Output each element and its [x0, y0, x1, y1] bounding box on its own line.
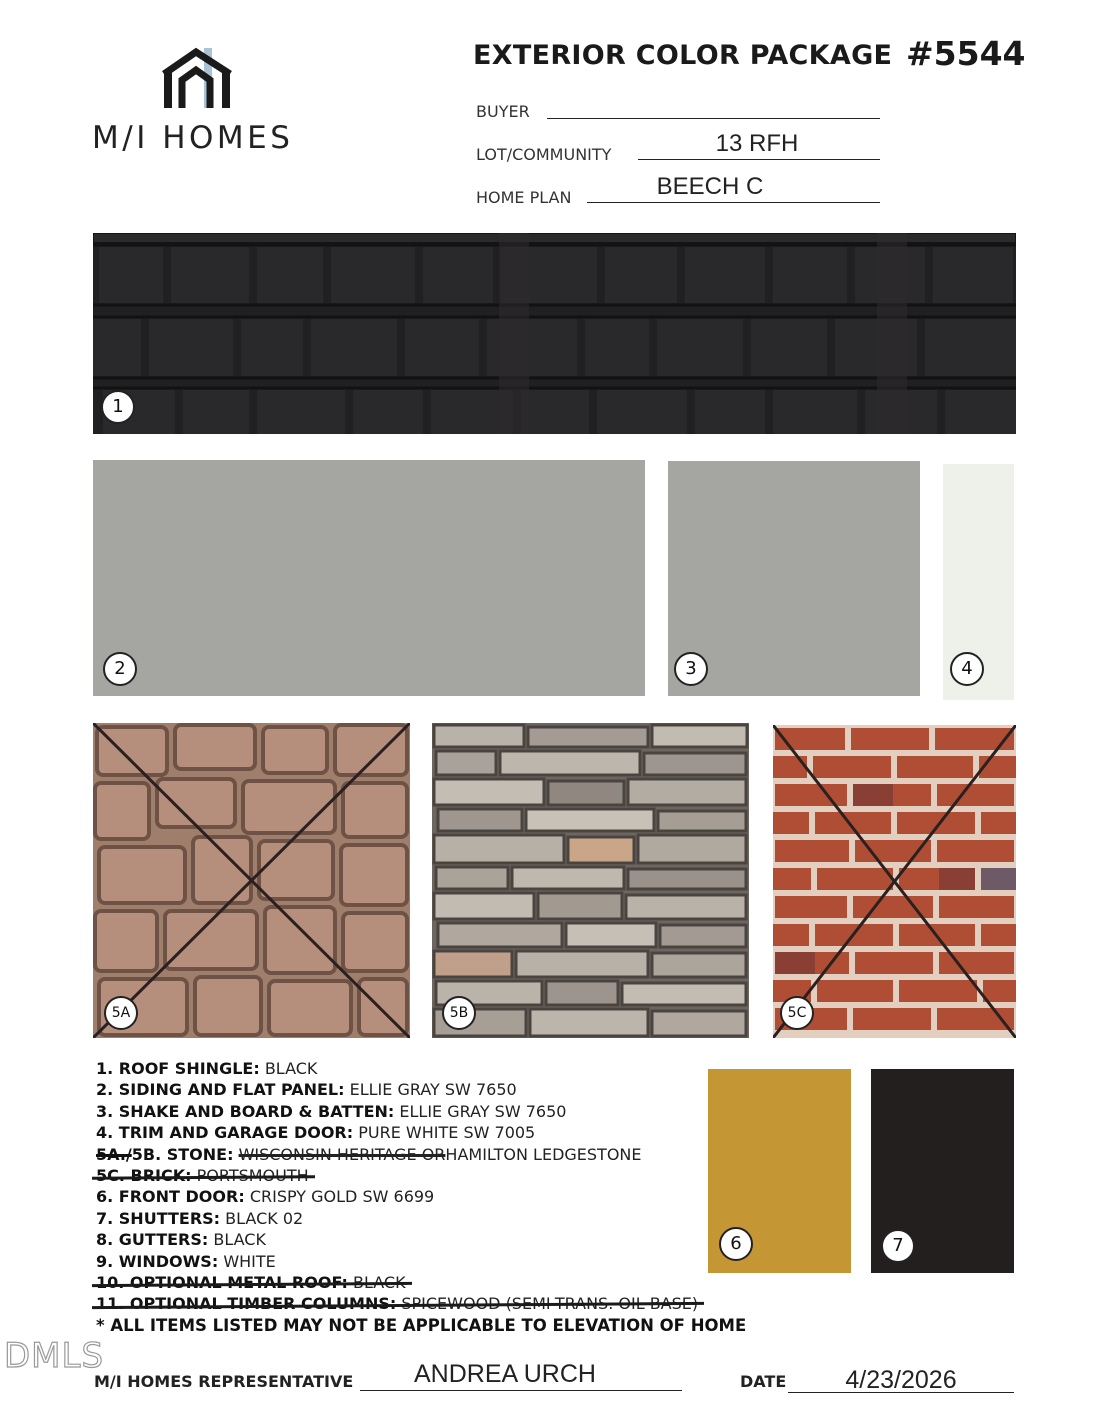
watermark: DMLS — [4, 1336, 105, 1376]
spec-row: 9. WINDOWS: WHITE — [96, 1251, 276, 1271]
spec-row: 8. GUTTERS: BLACK — [96, 1230, 266, 1250]
swatch-number-5c: 5C — [780, 996, 814, 1030]
lot-label: LOT/COMMUNITY — [476, 145, 612, 164]
brand-name: M/I HOMES — [92, 120, 294, 156]
package-number: #5544 — [906, 34, 1026, 73]
swatch-number-7: 7 — [881, 1229, 915, 1263]
plan-line — [587, 202, 880, 203]
rep-line — [360, 1390, 682, 1391]
brick-5c-swatch — [773, 725, 1016, 1038]
spec-row: 1. ROOF SHINGLE: BLACK — [96, 1059, 318, 1078]
spec-row: 6. FRONT DOOR: CRISPY GOLD SW 6699 — [96, 1187, 435, 1207]
date-value: 4/23/2026 — [845, 1366, 957, 1394]
swatch-number-5b: 5B — [442, 996, 476, 1030]
swatch-number-3: 3 — [674, 652, 708, 686]
buyer-line — [547, 118, 880, 119]
spec-row: 4. TRIM AND GARAGE DOOR: PURE WHITE SW 7005 — [96, 1123, 536, 1143]
stone-5b-swatch — [432, 723, 749, 1038]
brand-logo-icon — [160, 46, 236, 110]
spec-row-struck: 5C. BRICK: PORTSMOUTH — [96, 1166, 309, 1186]
swatch-number-2: 2 — [103, 652, 137, 686]
buyer-label: BUYER — [476, 102, 530, 121]
swatch-number-5a: 5A — [104, 996, 138, 1030]
date-label: DATE — [740, 1372, 787, 1391]
spec-row-struck: 11. OPTIONAL TIMBER COLUMNS: SPICEWOOD (SEMI-TRANS. OIL BASE) — [96, 1294, 699, 1314]
swatch-number-1: 1 — [101, 390, 135, 424]
rep-value: ANDREA URCH — [414, 1360, 596, 1388]
siding-swatch — [93, 460, 645, 696]
spec-row-struck: 10. OPTIONAL METAL ROOF: BLACK — [96, 1273, 406, 1293]
spec-row-stone: 5A./5B. STONE: WISCONSIN HERITAGE ORHAMILTON LEDGESTONE — [96, 1144, 642, 1164]
rep-label: M/I HOMES REPRESENTATIVE — [94, 1372, 354, 1391]
lot-value: 13 RFH — [715, 130, 799, 157]
lot-line — [638, 159, 880, 160]
spec-row: 2. SIDING AND FLAT PANEL: ELLIE GRAY SW 7650 — [96, 1080, 517, 1100]
plan-label: HOME PLAN — [476, 188, 572, 207]
page-title: EXTERIOR COLOR PACKAGE — [473, 40, 893, 71]
plan-value: BEECH C — [656, 173, 764, 200]
roof-shingle-swatch — [93, 233, 1016, 434]
disclaimer-note: * ALL ITEMS LISTED MAY NOT BE APPLICABLE TO ELEVATION OF HOME — [96, 1316, 747, 1335]
spec-row: 7. SHUTTERS: BLACK 02 — [96, 1208, 304, 1228]
stone-5a-swatch — [93, 723, 410, 1038]
swatch-number-4: 4 — [950, 652, 984, 686]
swatch-number-6: 6 — [719, 1227, 753, 1261]
spec-list — [96, 1058, 736, 1315]
spec-row: 3. SHAKE AND BOARD & BATTEN: ELLIE GRAY SW 7650 — [96, 1101, 567, 1121]
